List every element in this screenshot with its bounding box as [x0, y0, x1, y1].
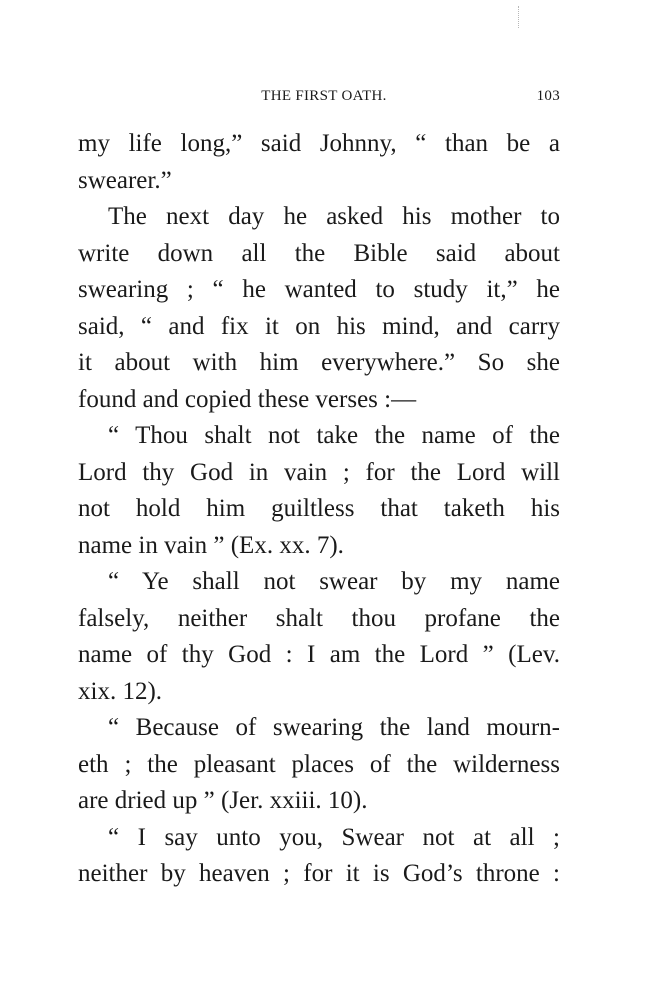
text-line: write down all the Bible said about [78, 239, 560, 267]
text-line: “ Because of swearing the land mourn- [108, 714, 560, 741]
text-line: eth ; the pleasant places of the wilderness [78, 750, 560, 778]
text-line: swearing ; “ he wanted to study it,” he [78, 276, 560, 303]
text-line: my life long,” said Johnny, “ than be a [78, 130, 560, 157]
text-line: “ I say unto you, Swear not at all ; [108, 823, 560, 851]
body-text [78, 126, 560, 893]
text-line: xix. 12). [78, 677, 163, 705]
text-line: neither by heaven ; for it is God’s throne : [78, 860, 560, 887]
text-line: not hold him guiltless that taketh his [78, 495, 560, 522]
text-line: said, “ and fix it on his mind, and carry [78, 312, 560, 340]
text-line: it about with him everywhere.” So she [78, 349, 560, 376]
text-line: are dried up ” (Jer. xxiii. 10). [78, 787, 368, 814]
text-line: falsely, neither shalt thou profane the [78, 604, 560, 632]
text-line: “ Thou shalt not take the name of the [108, 422, 560, 449]
text-line: name of thy God : I am the Lord ” (Lev. [78, 641, 560, 668]
text-line: “ Ye shall not swear by my name [108, 568, 560, 595]
text-line: The next day he asked his mother to [108, 203, 560, 230]
margin-mark [518, 6, 525, 28]
text-line: found and copied these verses :— [78, 385, 417, 413]
page-number: 103 [536, 88, 560, 104]
text-line: swearer.” [78, 166, 172, 194]
text-line: name in vain ” (Ex. xx. 7). [78, 531, 344, 559]
running-head [78, 88, 560, 110]
running-title: THE FIRST OATH. [261, 88, 387, 104]
text-line: Lord thy God in vain ; for the Lord will [78, 458, 560, 486]
